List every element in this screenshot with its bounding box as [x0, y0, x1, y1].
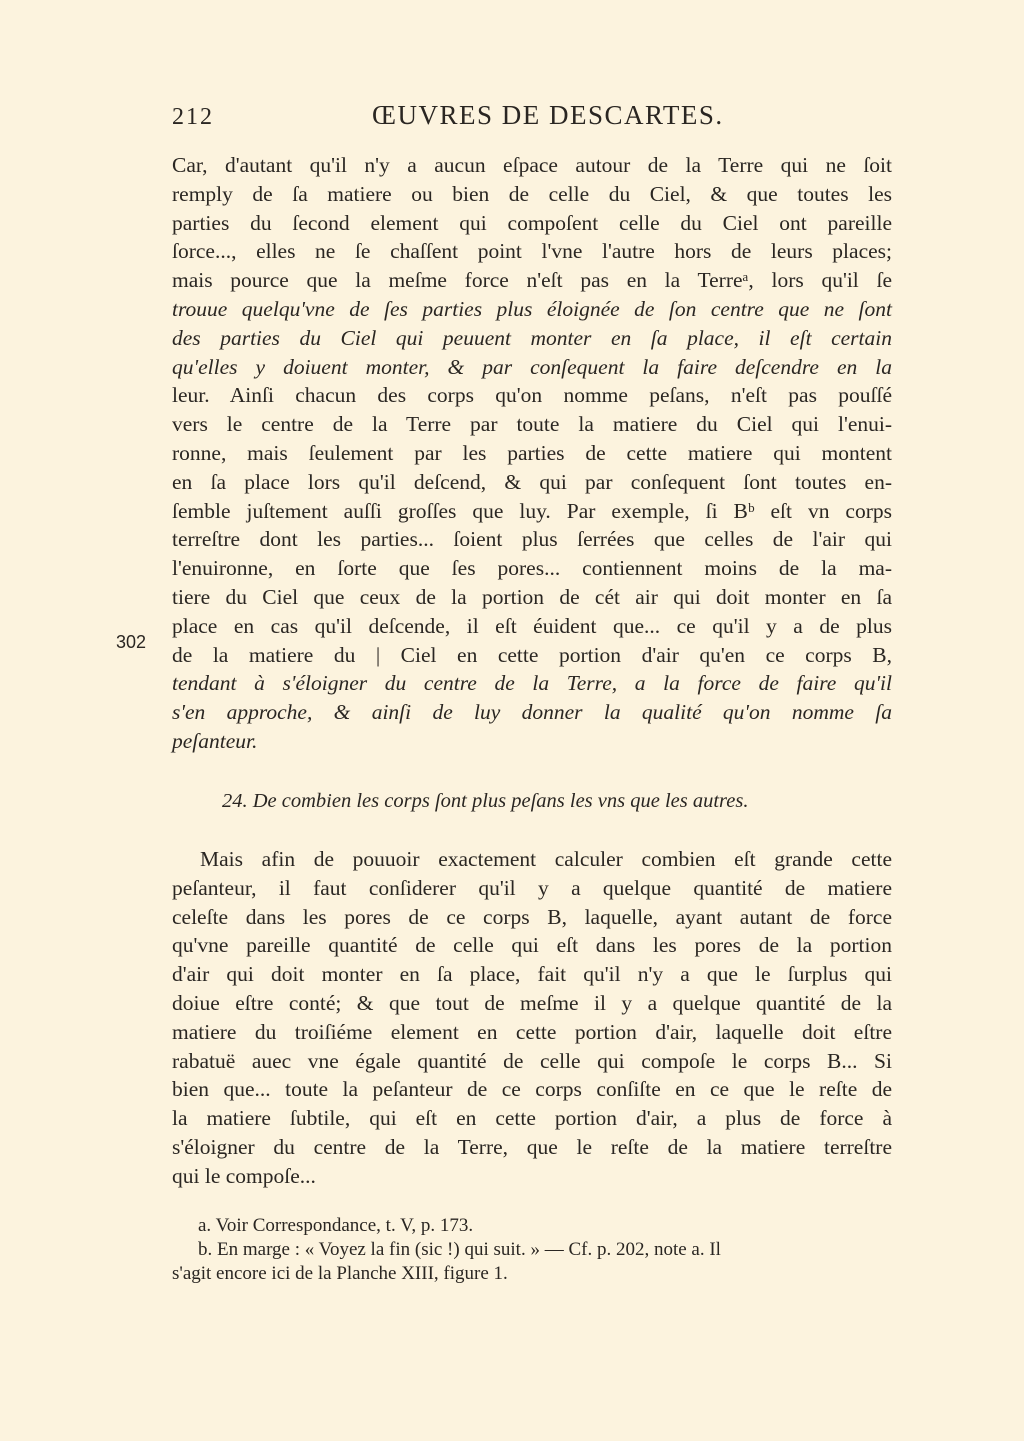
text-line: s'en approche, & ainſi de luy donner la qualité qu'on nomme ſa [172, 700, 892, 725]
text-line: qu'elles y doiuent monter, & par conſequent la faire deſcendre en la [172, 354, 892, 379]
text-line: trouue quelqu'vne de ſes parties plus éloignée de ſon centre que ne ſont [172, 296, 892, 321]
section-heading: 24. De combien les corps ſont plus peſans les vns que les autres. [222, 790, 749, 812]
text-line: parties du ſecond element qui compoſent celle du Ciel ont pareille [172, 210, 892, 235]
text-line: en ſa place lors qu'il deſcend, & qui par conſequent ſont toutes en- [172, 469, 892, 494]
footnote-a: a. Voir Correspondance, t. V, p. 173. [198, 1215, 474, 1236]
text-line: qu'vne pareille quantité de celle qui eſt dans les pores de la portion [172, 933, 892, 958]
page-number: 212 [172, 104, 214, 130]
text-line: remply de ſa matiere ou bien de celle du Ciel, & que toutes les [172, 181, 892, 206]
text-line: leur. Ainſi chacun des corps qu'on nomme peſans, n'eſt pas pouſſé [172, 383, 892, 408]
footnote-b: b. En marge : « Voyez la fin (sic !) qui suit. » — Cf. p. 202, note a. Il [198, 1239, 721, 1260]
text-line: des parties du Ciel qui peuuent monter en ſa place, il eſt certain [172, 325, 892, 350]
text-line: celeſte dans les pores de ce corps B, laquelle, ayant autant de force [172, 904, 892, 929]
text-line: Mais afin de pouuoir exactement calculer combien eſt grande cette [200, 847, 892, 871]
text-line: l'enuironne, en ſorte que ſes pores... contiennent moins de la ma- [172, 556, 892, 581]
text-line: vers le centre de la Terre par toute la matiere du Ciel qui l'enui- [172, 412, 892, 437]
text-line: ſemble juſtement auſſi groſſes que luy. Par exemple, ſi Bᵇ eſt vn corps [172, 498, 892, 523]
text-line: terreſtre dont les parties... ſoient plus ſerrées que celles de l'air qui [172, 527, 892, 552]
text-line: doiue eſtre conté; & que tout de meſme il y a quelque quantité de la [172, 990, 892, 1015]
text-line: tiere du Ciel que ceux de la portion de cét air qui doit monter en ſa [172, 584, 892, 609]
text-line: peſanteur. [172, 728, 258, 753]
text-line: rabatuë auec vne égale quantité de celle qui compoſe le corps B... Si [172, 1048, 892, 1073]
text-line: qui le compoſe... [172, 1163, 316, 1188]
text-line: matiere du troiſiéme element en cette portion d'air, laquelle doit eſtre [172, 1019, 892, 1044]
footnotes [172, 1214, 892, 1286]
text-line: place en cas qu'il deſcende, il eſt éuident que... ce qu'il y a de plus [172, 613, 892, 638]
paragraph-1 [172, 151, 892, 756]
text-line: tendant à s'éloigner du centre de la Terre, a la force de faire qu'il [172, 671, 892, 696]
text-line: d'air qui doit monter en ſa place, fait qu'il n'y a que le ſurplus qui [172, 962, 892, 987]
text-line: s'éloigner du centre de la Terre, que le reſte de la matiere terreſtre [172, 1134, 892, 1159]
text-line: la matiere ſubtile, qui eſt en cette portion d'air, a plus de force à [172, 1106, 892, 1131]
paragraph-2 [172, 845, 892, 1191]
page-header [172, 98, 892, 138]
text-line: mais pource que la meſme force n'eſt pas en la Terreᵃ, lors qu'il ſe [172, 268, 892, 293]
text-line: de la matiere du | Ciel en cette portion d'air qu'en ce corps B, [172, 642, 892, 667]
text-line: peſanteur, il faut conſiderer qu'il y a quelque quantité de matiere [172, 875, 892, 900]
text-line: Car, d'autant qu'il n'y a aucun eſpace autour de la Terre qui ne ſoit [172, 153, 892, 177]
text-line: bien que... toute la peſanteur de ce corps conſiſte en ce que le reſte de [172, 1077, 892, 1102]
running-title: ŒUVRES DE DESCARTES. [372, 100, 724, 130]
footnote-b-continued: s'agit encore ici de la Planche XIII, figure 1. [172, 1263, 508, 1284]
text-line: ſorce..., elles ne ſe chaſſent point l'vne l'autre hors de leurs places; [172, 239, 892, 264]
margin-page-reference: 302 [116, 632, 147, 652]
text-line: ronne, mais ſeulement par les parties de cette matiere qui montent [172, 440, 892, 465]
